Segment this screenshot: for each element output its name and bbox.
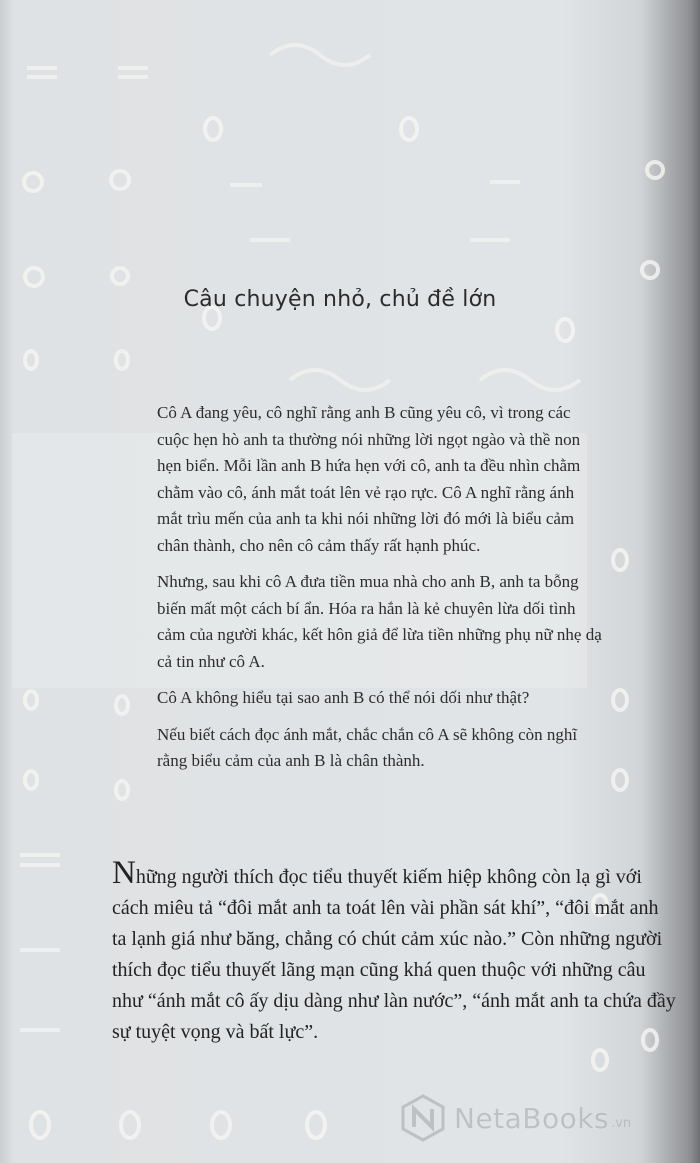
watermark-suffix: .vn [611,1115,632,1131]
story-paragraph: Cô A không hiểu tại sao anh B có thể nói dối như thật? [157,688,530,707]
story-paragraph: Cô A đang yêu, cô nghĩ rằng anh B cũng yêu cô, vì trong các cuộc hẹn hò anh ta thường nói những lời ngọt ngào và thề non hẹn biển. Mỗi lần anh B hứa hẹn với cô, anh ta đều nhìn chằm chằm vào cô, ánh mắt toát lên vẻ rạo rực. Cô A nghĩ rằng ánh mắt trìu mến của anh ta khi nói những lời đó mới là biểu cảm chân thành, cho nên cô cảm thấy rất hạnh phúc. [157,403,581,555]
watermark [398,1090,698,1146]
story-box [157,400,602,785]
chapter-title: Câu chuyện nhỏ, chủ đề lớn [183,287,497,312]
body-paragraph [112,855,677,1048]
story-paragraph: Nếu biết cách đọc ánh mắt, chắc chắn cô A sẽ không còn nghĩ rằng biểu cảm của anh B là chân thành. [157,724,578,770]
main-text [112,855,677,1048]
body-paragraph-text: hững người thích đọc tiểu thuyết kiếm hiệp không còn lạ gì với cách miêu tả “đôi mắt anh ta toát lên vài phần sát khí”, “đôi mắt anh ta lạnh giá như băng, chẳng có chút cảm xúc nào.” Còn những người thích đọc tiểu thuyết lãng mạn cũng khá quen thuộc với những câu như “ánh mắt cô ấy dịu dàng như làn nước”, “ánh mắt anh ta chứa đầy sự tuyệt vọng và bất lực”. [112,866,676,1043]
drop-cap: N [112,855,136,891]
netabooks-logo-icon [398,1093,448,1143]
watermark-brand: NetaBooks [454,1101,610,1135]
story-paragraph: Nhưng, sau khi cô A đưa tiền mua nhà cho anh B, anh ta bỗng biến mất một cách bí ẩn. Hóa ra hắn là kẻ chuyên lừa dối tình cảm của người khác, kết hôn giả để lừa tiền những phụ nữ nhẹ dạ cả tin như cô A. [157,572,602,671]
